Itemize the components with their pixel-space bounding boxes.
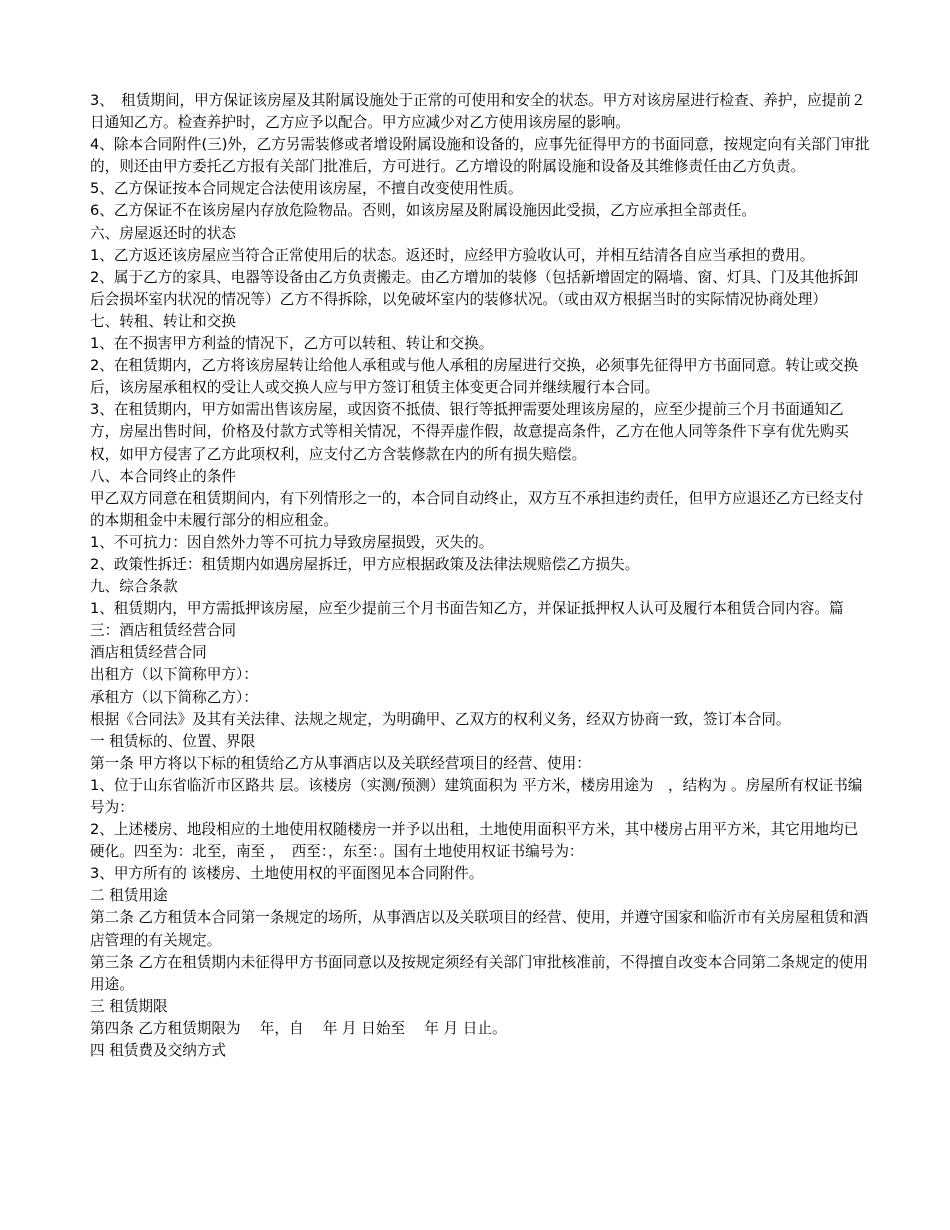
paragraph-termination-2: 2、政策性拆迁：租赁期内如遇房屋拆迁，甲方应根据政策及法律法规赔偿乙方损失。 (90, 555, 640, 573)
paragraph-clause-5-legal-use: 5、乙方保证按本合同规定合法使用该房屋，不擅自改变使用性质。 (90, 180, 523, 198)
article-3: 第三条 乙方在租赁期内未征得甲方书面同意以及按规定须经有关部门审批核准前，不得擅自改变本合同第二条规定的使用用途。 (90, 953, 869, 993)
article-2: 第二条 乙方租赁本合同第一条规定的场所，从事酒店以及关联项目的经营、使用，并遵守国家和临沂市有关房屋租赁和酒店管理的有关规定。 (90, 909, 869, 949)
article-1-item-3: 3、甲方所有的 该楼房、土地使用权的平面图见本合同附件。 (90, 865, 484, 883)
party-lessee: 承租方（以下简称乙方）： (90, 688, 258, 706)
paragraph-preamble: 根据《合同法》及其有关法律、法规之规定，为明确甲、乙双方的权利义务，经双方协商一致，签订本合同。 (90, 710, 791, 728)
article-1: 第一条 甲方将以下标的租赁给乙方从事酒店以及关联经营项目的经营、使用： (90, 754, 591, 772)
section-heading-3: 三 租赁期限 (90, 997, 168, 1015)
section-heading-9: 九、综合条款 (90, 578, 178, 596)
contract-title: 酒店租赁经营合同 (90, 644, 207, 662)
article-1-item-2: 2、上述楼房、地段相应的土地使用权随楼房一并予以出租，土地使用面积平方米，其中楼房占用平方米，其它用地均已硬化。四至为：北至，南至 ， 西至：，东至：。国有土地使用权证书编号为： (90, 821, 859, 861)
paragraph-termination-1: 1、不可抗力：因自然外力等不可抗力导致房屋损毁，灭失的。 (90, 533, 494, 551)
section-heading-4: 四 租赁费及交纳方式 (90, 1042, 226, 1060)
paragraph-sublet-3: 3、在租赁期内，甲方如需出售该房屋，或因资不抵债、银行等抵押需要处理该房屋的，应至少提前三个月书面通知乙方，房屋出售时间，价格及付款方式等相关情况，不得弄虚作假，故意提高条件，乙方在他人同等条件下享有优先购买权，如甲方侵害了乙方此项权利，应支付乙方含装修款在内的所有损失赔偿。 (90, 401, 849, 463)
paragraph-general-1: 1、租赁期内，甲方需抵押该房屋，应至少提前三个月书面告知乙方，并保证抵押权人认可及履行本租赁合同内容。篇三：酒店租赁经营合同 (90, 600, 844, 640)
party-lessor: 出租方（以下简称甲方）： (90, 666, 258, 684)
paragraph-clause-4-renovation: 4、除本合同附件(三)外，乙方另需装修或者增设附属设施和设备的，应事先征得甲方的书面同意，按规定向有关部门审批的，则还由甲方委托乙方报有关部门批准后，方可进行。乙方增设的附属设施和设备及其维修责任由乙方负责。 (90, 136, 870, 176)
paragraph-sublet-1: 1、在不损害甲方利益的情况下，乙方可以转租、转让和交换。 (90, 335, 494, 353)
article-4: 第四条 乙方租赁期限为 年，自 年 月 日始至 年 月 日止。 (90, 1019, 507, 1037)
article-1-item-1: 1、位于山东省临沂市区路共 层。该楼房（实测/预测）建筑面积为 平方米，楼房用途为 ，结构为 。房屋所有权证书编号为： (90, 776, 863, 816)
paragraph-termination-intro: 甲乙双方同意在租赁期间内，有下列情形之一的，本合同自动终止，双方互不承担违约责任，但甲方应退还乙方已经支付的本期租金中未履行部分的相应租金。 (90, 489, 864, 529)
paragraph-clause-3-inspection: 3、 租赁期间，甲方保证该房屋及其附属设施处于正常的可使用和安全的状态。甲方对该房屋进行检查、养护，应提前２日通知乙方。检查养护时，乙方应予以配合。甲方应减少对乙方使用该房屋的影响。 (90, 92, 866, 132)
paragraph-return-1: 1、乙方返还该房屋应当符合正常使用后的状态。返还时，应经甲方验收认可，并相互结清各自应当承担的费用。 (90, 246, 815, 264)
section-heading-7: 七、转租、转让和交换 (90, 312, 236, 330)
paragraph-clause-6-dangerous-goods: 6、乙方保证不在该房屋内存放危险物品。否则，如该房屋及附属设施因此受损，乙方应承担全部责任。 (90, 202, 757, 220)
paragraph-sublet-2: 2、在租赁期内，乙方将该房屋转让给他人承租或与他人承租的房屋进行交换，必须事先征得甲方书面同意。转让或交换后，该房屋承租权的受让人或交换人应与甲方签订租赁主体变更合同并继续履行本合同。 (90, 357, 859, 397)
section-heading-8: 八、本合同终止的条件 (90, 467, 236, 485)
document-body (90, 90, 870, 1062)
section-heading-6: 六、房屋返还时的状态 (90, 224, 236, 242)
section-heading-1: 一 租赁标的、位置、界限 (90, 732, 256, 750)
section-heading-2: 二 租赁用途 (90, 887, 168, 905)
paragraph-return-2: 2、属于乙方的家具、电器等设备由乙方负责搬走。由乙方增加的装修（包括新增固定的隔墙、窗、灯具、门及其他拆卸后会损坏室内状况的情况等）乙方不得拆除，以免破坏室内的装修状况。（或由双方根据当时的实际情况协商处理） (90, 268, 859, 308)
